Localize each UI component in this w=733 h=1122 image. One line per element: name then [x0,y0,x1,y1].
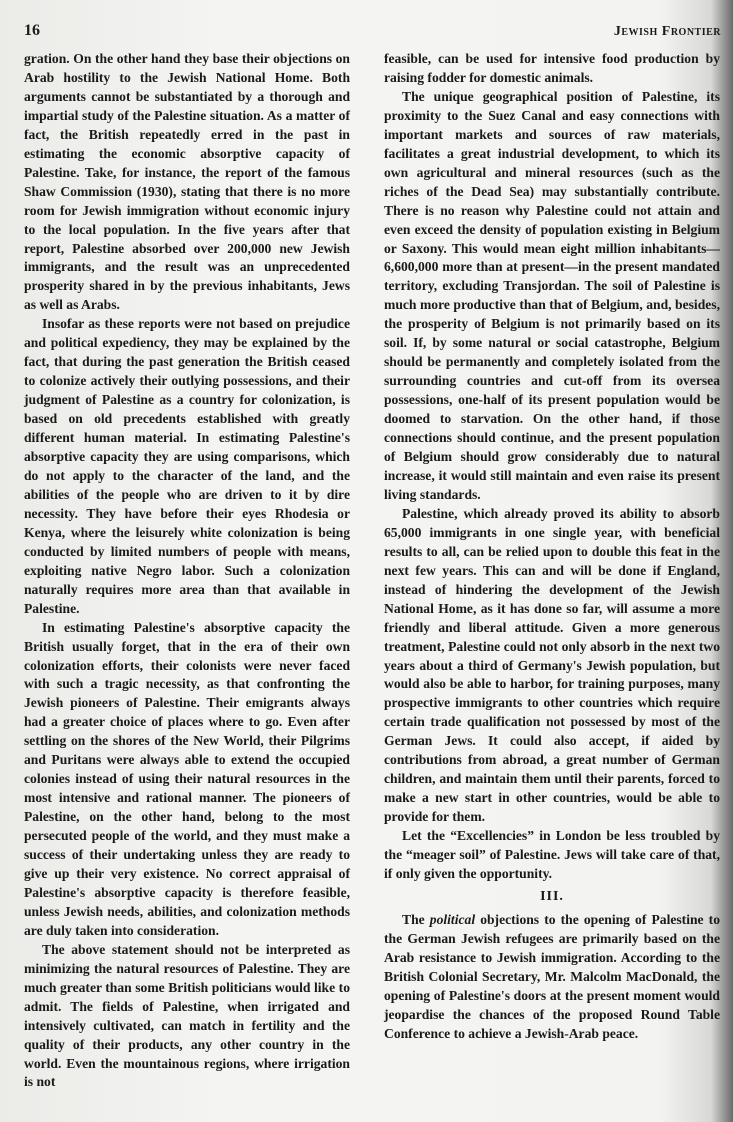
paragraph: Let the “Excellencies” in London be less troubled by the “meager soil” of Palestine. Jews will take care of that, if only given the opportunity. [384,828,720,881]
paragraph: gration. On the other hand they base their objections on Arab hostility to the Jewish National Home. Both arguments cannot be substantiated by a thorough and impartial study of the Palestine situation. As a matter of fact, the British repeatedly erred in the past in estimating the economic absorptive capacity of Palestine. Take, for instance, the report of the famous Shaw Commission (1930), stating that there is no more room for Jewish immigration without economic injury to the local population. In the five years after that report, Palestine absorbed over 200,000 new Jewish immigrants, and the result was an unprecedented prosperity shared in by the previous inhabitants, Jews as well as Arabs. [24,51,350,313]
paragraph: The unique geographical position of Palestine, its proximity to the Suez Canal and easy connections with important markets and sources of raw materials, facilitates a great industrial development, to which its own agricultural and mineral resources (such as the riches of the Dead Sea) may substantially contribute. There is no reason why Palestine could not attain and even exceed the density of population existing in Belgium or Saxony. This would mean eight million inhabitants—6,600,000 more than at present—in the present mandated territory, excluding Transjordan. The soil of Palestine is much more productive than that of Belgium, and, besides, the prosperity of Belgium is not primarily based on its soil. If, by some natural or social catastrophe, Belgium should be permanently and completely isolated from the surrounding countries and cut-off from its oversea possessions, one-half of its present population would be doomed to starvation. On the other hand, if those connections should continue, and the present population of Belgium should grow considerably due to natural increase, it would still maintain and even raise its present living standards. [384,88,720,502]
section-paragraph [384,911,720,1044]
paragraph: Palestine, which already proved its ability to absorb 65,000 immigrants in one single year, with beneficial results to all, can be relied upon to double this feat in the next few years. This can and will be done if England, instead of hindering the development of the Jewish National Home, as it has done so far, will assume a more friendly and liberal attitude. Given a more generous treatment, Palestine could not only absorb in the next two years about a third of Germany's Jewish population, but would also be able to harbor, for training purposes, many prospective immigrants to other countries which require certain trade qualification not possessed by most of the German Jews. It could also accept, if aided by contributions from abroad, a great number of German children, and maintain them until their parents, forced to make a new start in other countries, would be able to provide for them. [384,505,720,825]
emphasis-political: political [429,911,476,927]
page-number: 16 [24,22,40,39]
paragraph: feasible, can be used for intensive food production by raising fodder for domestic animals. [384,51,720,85]
section-heading: III. [540,888,564,904]
right-column [384,50,720,1044]
paragraph: In estimating Palestine's absorptive capacity the British usually forget, that in the era of their own colonization efforts, their colonists were never faced with such a tragic necessity, as that confronting the Jewish pioneers of Palestine. Their emigrants always had a greater choice of places where to go. Even after settling on the shores of the New World, their Pilgrims and Puritans were always able to extend the occupied colonies instead of using their natural resources in the most intensive and rational manner. The pioneers of Palestine, on the other hand, belong to the most persecuted people of the world, and they must make a success of their undertaking unless they are ready to give up their very existence. No correct appraisal of Palestine's absorptive capacity is therefore feasible, unless Jewish needs, abilities, and colonization methods are duly taken into consideration. [24,619,350,938]
paragraph: The above statement should not be interpreted as minimizing the natural resources of Palestine. They are much greater than some British politicians would like to admit. The fields of Palestine, when irrigated and intensively cultivated, can match in fertility and the quality of their products, any other country in the world. Even the mountainous regions, where irrigation is not [24,941,350,1090]
running-head: Jewish Frontier [613,24,721,39]
left-column [24,50,350,1092]
paragraph: Insofar as these reports were not based on prejudice and political expediency, they may be explained by the fact, that during the past generation the British ceased to colonize actively their outlying possessions, and their judgment of Palestine as a country for colonization, is based on old precedents established with greatly different human material. In estimating Palestine's absorptive capacity they are using comparisons, which do not apply to the character of the land, and the abilities of the people who are driven to it by dire necessity. They have before their eyes Rhodesia or Kenya, where the leisurely white colonization is being conducted by limited numbers of people with means, exploiting native Negro labor. Such a colonization naturally requires more area than that available in Palestine. [24,316,350,616]
page-header [24,18,721,42]
paragraph-rest: objections to the opening of Palestine to the German Jewish refugees are primarily based on the Arab resistance to Jewish immigration. According to the British Colonial Secretary, Mr. Malcolm MacDonald, the opening of Palestine's doors at the present moment would jeopardise the chances of the proposed Round Table Conference to achieve a Jewish-Arab peace. [384,911,721,1041]
paragraph-lead: The [402,911,430,927]
